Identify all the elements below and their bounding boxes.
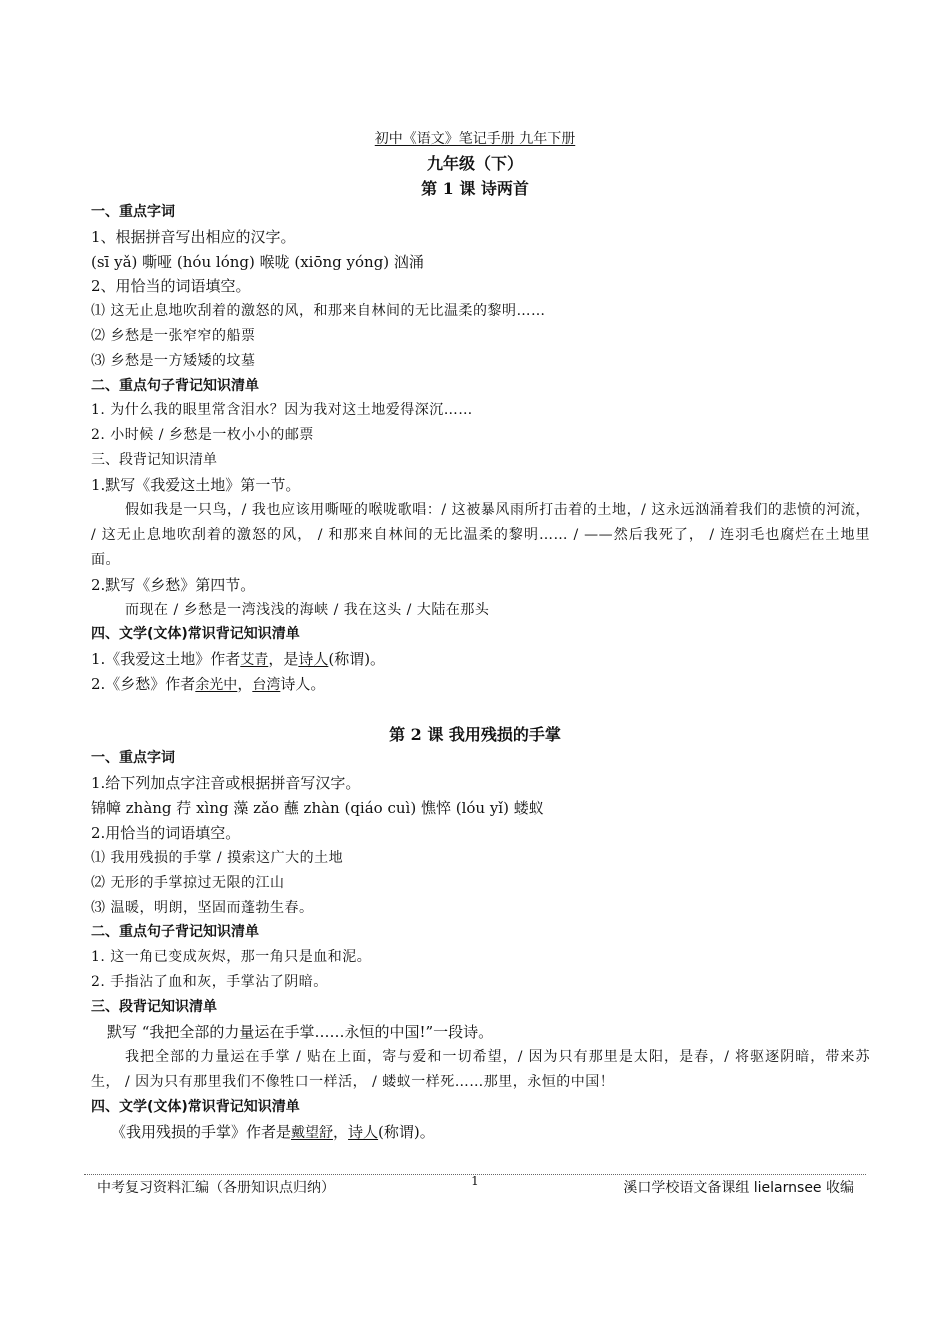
author-place: 台湾 <box>252 677 281 693</box>
lesson2-section2-heading: 二、重点句子背记知识清单 <box>91 924 259 940</box>
document-title: 初中《语文》笔记手册 九年下册 <box>374 131 576 147</box>
lesson2-pinyin-line: 锦幛 zhàng 荇 xìng 藻 zǎo 蘸 zhàn (qiáo cuì) 憔悴 (lóu yǐ) 蝼蚁 <box>91 799 544 817</box>
lesson2-fill-2: ⑵ 无形的手掌掠过无限的江山 <box>91 875 285 891</box>
lesson1-section2-heading: 二、重点句子背记知识清单 <box>91 378 259 394</box>
footer-left: 中考复习资料汇编（各册知识点归纳） <box>97 1180 335 1196</box>
lesson2-title: 第 2 课 我用残损的手掌 <box>389 725 561 744</box>
footer-right: 溪口学校语文备课组 lielarnsee 收编 <box>623 1180 854 1196</box>
lesson1-title: 第 1 课 诗两首 <box>421 179 529 198</box>
lesson2-fill-1: ⑴ 我用残损的手掌 / 摸索这广大的土地 <box>91 850 344 866</box>
lesson1-question1: 1、根据拼音写出相应的汉字。 <box>91 228 296 246</box>
lesson2-section3-heading: 三、段背记知识清单 <box>91 999 217 1015</box>
page-number: 1 <box>471 1174 479 1188</box>
lit-text: 《我用残损的手掌》作者是 <box>111 1123 292 1141</box>
lesson2-question2: 2.用恰当的词语填空。 <box>91 824 241 842</box>
lesson2-sentence-1: 1. 这一角已变成灰烬，那一角只是血和泥。 <box>91 949 372 965</box>
author-title: 诗人 <box>298 650 329 668</box>
lesson2-passage1-text: 我把全部的力量运在手掌 / 贴在上面，寄与爱和一切希望，/ 因为只有那里是太阳，是春，/ 将驱逐阴暗，带来苏生， / 因为只有那里我们不像牲口一样活， / 蝼蚁一样死……那里，永恒的中国！ <box>91 1049 870 1090</box>
lesson2-fill-3: ⑶ 温暖，明朗，坚固而蓬勃生春。 <box>91 900 314 916</box>
lesson1-sentence-1: 1. 为什么我的眼里常含泪水？因为我对这土地爱得深沉…… <box>91 402 473 418</box>
lesson1-literature-1 <box>91 647 870 673</box>
author-name: 戴望舒 <box>291 1125 334 1141</box>
lesson1-passage1-label: 1.默写《我爱这土地》第一节。 <box>91 476 301 494</box>
lesson1-fill-1: ⑴ 这无止息地吹刮着的激怒的风，和那来自林间的无比温柔的黎明…… <box>91 303 546 319</box>
lesson1-passage1-text: 假如我是一只鸟，/ 我也应该用嘶哑的喉咙歌唱：/ 这被暴风雨所打击着的土地，/ 这永远汹涌着我们的悲愤的河流， / 这无止息地吹刮着的激怒的风， / 和那来自林间的无比温柔的黎明…… / ——然后我死了， / 连羽毛也腐烂在土地里面。 <box>91 502 870 568</box>
lit-text: ， <box>333 1123 349 1141</box>
lesson1-section3-heading: 三、段背记知识清单 <box>91 452 217 468</box>
lesson1-section1-heading: 一、重点字词 <box>91 204 175 220</box>
lesson1-passage2-text: 而现在 / 乡愁是一湾浅浅的海峡 / 我在这头 / 大陆在那头 <box>125 602 490 618</box>
grade-heading: 九年级（下） <box>426 154 523 173</box>
lesson1-fill-2: ⑵ 乡愁是一张窄窄的船票 <box>91 328 256 344</box>
lesson1-pinyin-line: (sī yǎ) 嘶哑 (hóu lóng) 喉咙 (xiōng yóng) 汹涌 <box>91 253 424 271</box>
lesson2-section1-heading: 一、重点字词 <box>91 750 175 766</box>
author-name: 艾青 <box>240 652 269 668</box>
lit-text: 2.《乡愁》作者 <box>91 675 196 693</box>
lesson1-sentence-2: 2. 小时候 / 乡愁是一枚小小的邮票 <box>91 427 314 443</box>
lesson1-section4-heading: 四、文学(文体)常识背记知识清单 <box>91 626 300 642</box>
lesson2-literature-1 <box>91 1120 870 1146</box>
lit-text: (称谓)。 <box>328 650 386 668</box>
lit-text: (称谓)。 <box>378 1123 435 1141</box>
lit-text: ，是 <box>268 650 299 668</box>
lesson1-question2: 2、用恰当的词语填空。 <box>91 277 251 295</box>
lesson2-sentence-2: 2. 手指沾了血和灰，手掌沾了阴暗。 <box>91 974 328 990</box>
lit-text: ， <box>237 675 253 693</box>
lit-text: 诗人。 <box>280 675 326 693</box>
author-name: 余光中 <box>195 677 238 693</box>
lesson1-fill-3: ⑶ 乡愁是一方矮矮的坟墓 <box>91 353 256 369</box>
lesson2-section4-heading: 四、文学(文体)常识背记知识清单 <box>91 1099 300 1115</box>
lesson1-literature-2 <box>91 672 870 698</box>
lesson2-passage1-label: 默写 “我把全部的力量运在手掌……永恒的中国!”一段诗。 <box>107 1023 494 1041</box>
lit-text: 1.《我爱这土地》作者 <box>91 650 241 668</box>
author-title: 诗人 <box>348 1123 379 1141</box>
lesson2-question1: 1.给下列加点字注音或根据拼音写汉字。 <box>91 774 361 792</box>
lesson1-passage2-label: 2.默写《乡愁》第四节。 <box>91 576 256 594</box>
